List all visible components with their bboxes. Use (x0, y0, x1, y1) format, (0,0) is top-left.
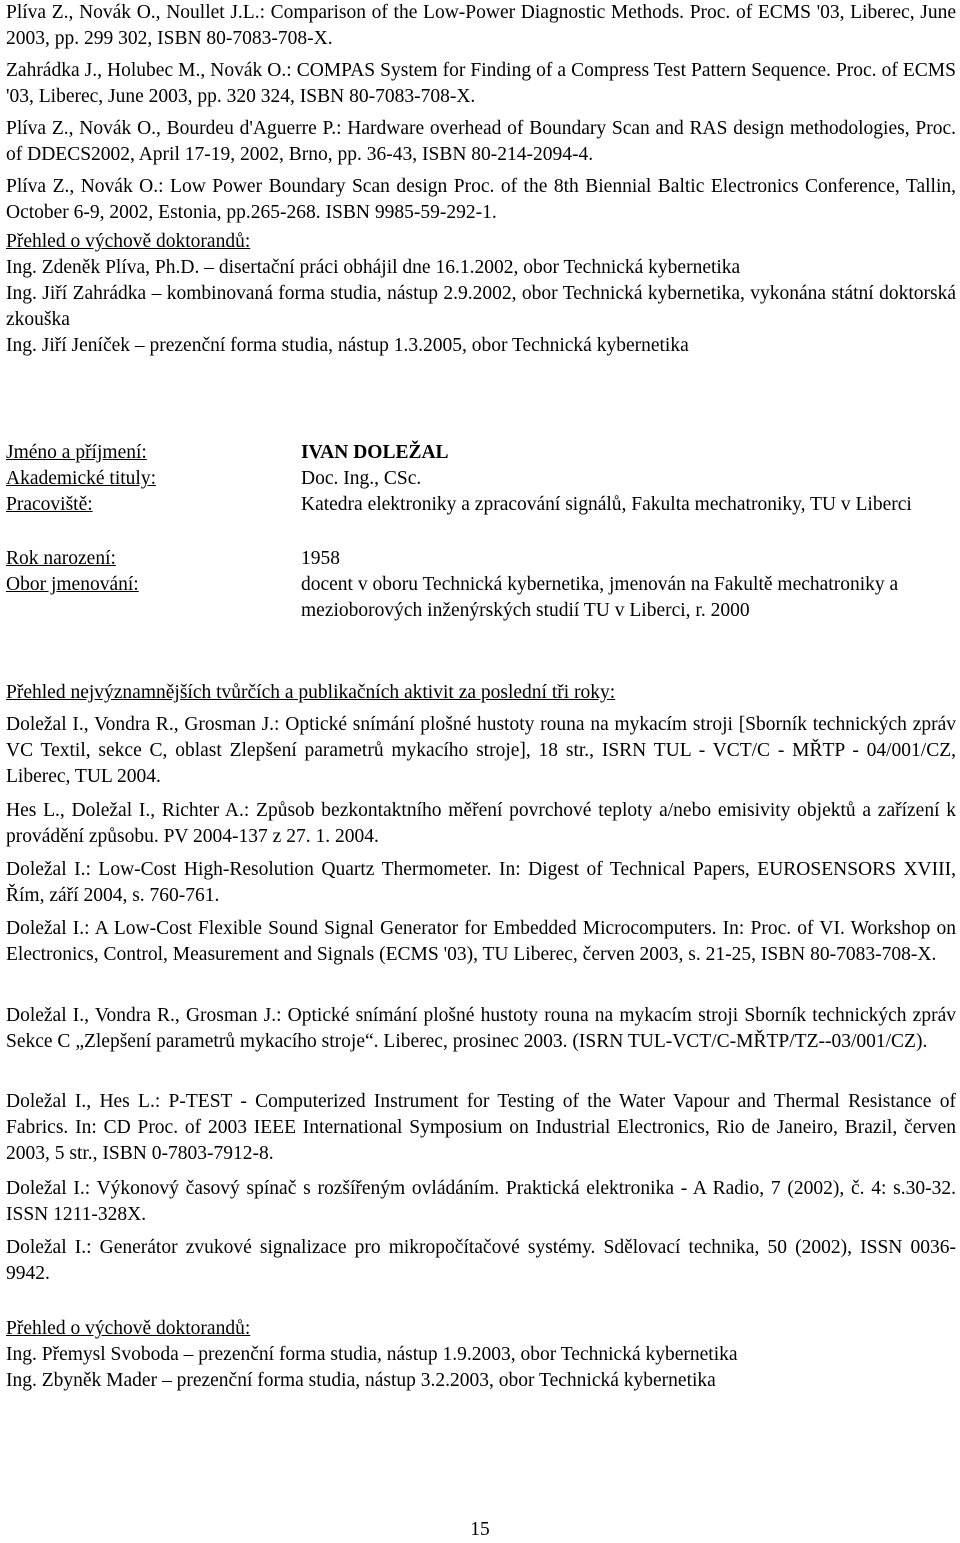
workplace-value: Katedra elektroniky a zpracování signálů, Fakulta mechatroniky, TU v Liberci (301, 494, 912, 515)
workplace-label: Pracoviště: (6, 494, 93, 515)
publication-item: Doležal I.: Výkonový časový spínač s rozšířeným ovládáním. Praktická elektronika - A Radio, 7 (2002), č. 4: s.30-32. ISSN 1211-328X. (6, 1178, 956, 1225)
titles-label: Akademické tituly: (6, 468, 157, 489)
doctoral-overview-heading: Přehled o výchově doktorandů: (6, 1318, 251, 1339)
birth-value: 1958 (301, 548, 340, 569)
publication-item: Doležal I., Vondra R., Grosman J.: Optické snímání plošné hustoty rouna na mykacím stroji Sborník technických zpráv Sekce C „Zlepšení parametrů mykacího stroje“. Liberec, prosinec 2003. (ISRN TUL-VCT/C-MŘTP/TZ--03/001/CZ). (6, 1005, 956, 1052)
doctoral-overview-heading: Přehled o výchově doktorandů: (6, 231, 251, 252)
doctoral-student-line: Ing. Zdeněk Plíva, Ph.D. – disertační práci obhájil dne 16.1.2002, obor Technická kybernetika (6, 257, 741, 278)
publication-item: Hes L., Doležal I., Richter A.: Způsob bezkontaktního měření povrchové teploty a/nebo emisivity objektů a zařízení k provádění způsobu. PV 2004-137 z 27. 1. 2004. (6, 800, 956, 847)
name-value: IVAN DOLEŽAL (301, 442, 449, 463)
reference-item: Plíva Z., Novák O., Bourdeu d'Aguerre P.: Hardware overhead of Boundary Scan and RAS design methodologies, Proc. of DDECS2002, April 17-19, 2002, Brno, pp. 36-43, ISBN 80-214-2094-4. (6, 118, 956, 165)
publication-item: Doležal I.: Low-Cost High-Resolution Quartz Thermometer. In: Digest of Technical Papers, EUROSENSORS XVIII, Řím, září 2004, s. 760-761. (6, 859, 956, 906)
birth-label: Rok narození: (6, 548, 116, 569)
publication-item: Doležal I.: A Low-Cost Flexible Sound Signal Generator for Embedded Microcomputers. In: Proc. of VI. Workshop on Electronics, Control, Measurement and Signals (ECMS '03), TU Liberec, červen 2003, s. 21-25, ISBN 80-7083-708-X. (6, 918, 956, 965)
publication-item: Doležal I., Hes L.: P-TEST - Computerized Instrument for Testing of the Water Vapour and Thermal Resistance of Fabrics. In: CD Proc. of 2003 IEEE International Symposium on Industrial Electronics, Rio de Janeiro, Brazil, červen 2003, 5 str., ISBN 0-7803-7912-8. (6, 1091, 956, 1164)
doctoral-student-line: Ing. Přemysl Svoboda – prezenční forma studia, nástup 1.9.2003, obor Technická kybernetika (6, 1344, 738, 1365)
publications-heading: Přehled nejvýznamnějších tvůrčích a publikačních aktivit za poslední tři roky: (6, 682, 616, 703)
doctoral-student-line: Ing. Jiří Jeníček – prezenční forma studia, nástup 1.3.2005, obor Technická kybernetika (6, 335, 689, 356)
reference-item: Plíva Z., Novák O.: Low Power Boundary Scan design Proc. of the 8th Biennial Baltic Electronics Conference, Tallin, October 6-9, 2002, Estonia, pp.265-268. ISBN 9985-59-292-1. (6, 176, 956, 223)
name-label: Jméno a příjmení: (6, 442, 147, 463)
page-number: 15 (470, 1519, 490, 1540)
publication-item: Doležal I., Vondra R., Grosman J.: Optické snímání plošné hustoty rouna na mykacím stroji [Sborník technických zpráv VC Textil, sekce C, oblast Zlepšení parametrů mykacího stroje], 18 str., ISRN TUL - VCT/C - MŘTP - 04/001/CZ, Liberec, TUL 2004. (6, 714, 956, 787)
doctoral-student-line: Ing. Jiří Zahrádka – kombinovaná forma studia, nástup 2.9.2002, obor Technická kybernetika, vykonána státní doktorská zkouška (6, 283, 956, 330)
reference-item: Plíva Z., Novák O., Noullet J.L.: Comparison of the Low-Power Diagnostic Methods. Proc. of ECMS '03, Liberec, June 2003, pp. 299 302, ISBN 80-7083-708-X. (6, 2, 956, 49)
publication-item: Doležal I.: Generátor zvukové signalizace pro mikropočítačové systémy. Sdělovací technika, 50 (2002), ISSN 0036-9942. (6, 1237, 956, 1284)
titles-value: Doc. Ing., CSc. (301, 468, 422, 489)
appointment-label: Obor jmenování: (6, 574, 139, 595)
appointment-value: docent v oboru Technická kybernetika, jmenován na Fakultě mechatroniky a mezioborových inženýrských studií TU v Liberci, r. 2000 (301, 574, 899, 621)
doctoral-student-line: Ing. Zbyněk Mader – prezenční forma studia, nástup 3.2.2003, obor Technická kybernetika (6, 1370, 716, 1391)
reference-item: Zahrádka J., Holubec M., Novák O.: COMPAS System for Finding of a Compress Test Pattern Sequence. Proc. of ECMS '03, Liberec, June 2003, pp. 320 324, ISBN 80-7083-708-X. (6, 60, 956, 107)
